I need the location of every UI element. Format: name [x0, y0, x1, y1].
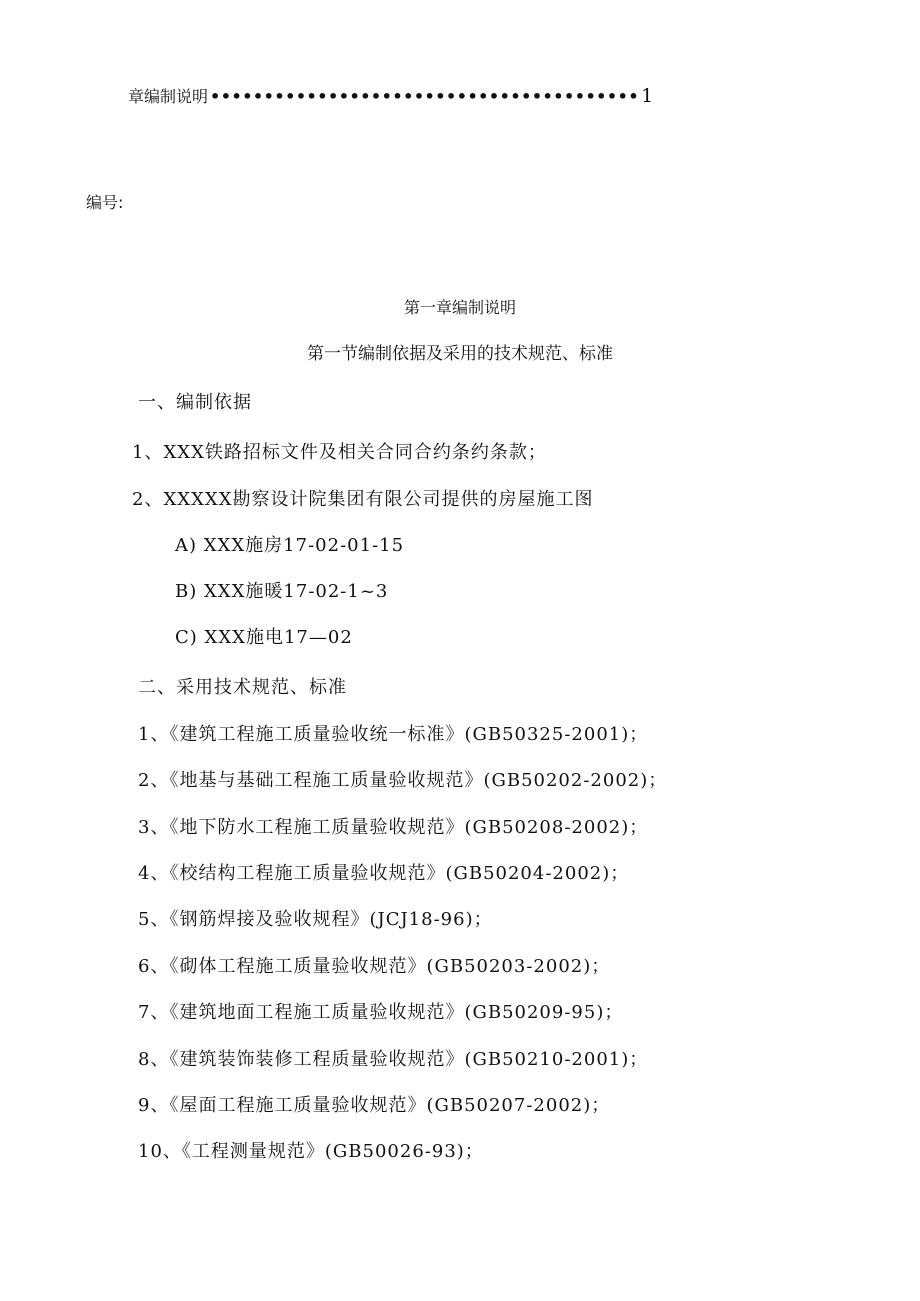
standard-item: 7、《建筑地面工程施工质量验收规范》(GB50209-95)；	[138, 1002, 624, 1023]
toc-page-number: 1	[641, 85, 654, 107]
basis-heading: 一、编制依据	[138, 392, 252, 413]
standard-item: 4、《校结构工程施工质量验收规范》(GB50204-2002)；	[138, 863, 630, 884]
toc-entry	[128, 87, 653, 106]
drawing-item: A) XXX施房17-02-01-15	[175, 535, 405, 556]
basis-item: 2、XXXXX勘察设计院集团有限公司提供的房屋施工图	[132, 489, 594, 510]
drawing-item: C) XXX施电17—02	[175, 627, 353, 648]
standard-item: 1、《建筑工程施工质量验收统一标准》(GB50325-2001)；	[138, 724, 649, 745]
toc-entry-label: 章编制说明	[128, 87, 209, 106]
section-title: 第一节编制依据及采用的技术规范、标准	[307, 344, 613, 364]
standards-heading: 二、采用技术规范、标准	[138, 677, 347, 698]
standard-item: 8、《建筑装饰装修工程质量验收规范》(GB50210-2001)；	[138, 1049, 649, 1070]
standard-item: 10、《工程测量规范》(GB50026-93)；	[138, 1141, 484, 1162]
standard-item: 9、《屋面工程施工质量验收规范》(GB50207-2002)；	[138, 1095, 611, 1116]
standard-item: 6、《砌体工程施工质量验收规范》(GB50203-2002)；	[138, 956, 611, 977]
standard-item: 2、《地基与基础工程施工质量验收规范》(GB50202-2002)；	[138, 770, 668, 791]
basis-item: 1、XXX铁路招标文件及相关合同合约条约条款；	[132, 442, 547, 463]
standard-item: 3、《地下防水工程施工质量验收规范》(GB50208-2002)；	[138, 817, 649, 838]
standard-item: 5、《钢筋焊接及验收规程》(JCJ18-96)；	[138, 909, 493, 930]
toc-leader-dots: ••••••••••••••••••••••••••••••••••••••••	[210, 87, 640, 106]
chapter-title: 第一章编制说明	[403, 298, 516, 317]
document-number-label: 编号:	[86, 193, 124, 212]
drawing-item: B) XXX施暖17-02-1~3	[175, 581, 389, 602]
